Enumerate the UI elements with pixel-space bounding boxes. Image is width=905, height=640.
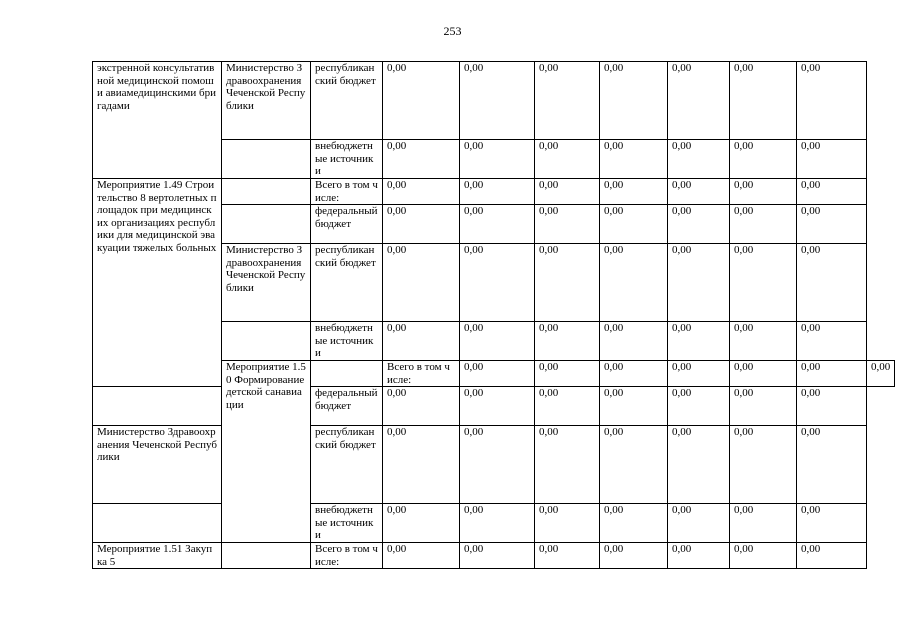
value-cell: 0,00	[460, 205, 535, 244]
value-cell: 0,00	[797, 543, 867, 569]
table-row	[93, 504, 895, 543]
table-row	[93, 543, 895, 569]
value-cell: 0,00	[383, 426, 460, 504]
value-cell: 0,00	[668, 140, 730, 179]
value-cell: 0,00	[460, 140, 535, 179]
value-cell: 0,00	[797, 140, 867, 179]
funding-source-cell: федеральный бюджет	[311, 205, 383, 244]
value-cell: 0,00	[535, 140, 600, 179]
value-cell: 0,00	[383, 244, 460, 322]
value-cell: 0,00	[535, 361, 600, 387]
value-cell: 0,00	[668, 322, 730, 361]
value-cell: 0,00	[730, 504, 797, 543]
funding-source-cell: республиканский бюджет	[311, 62, 383, 140]
funding-source-cell: республиканский бюджет	[311, 426, 383, 504]
value-cell: 0,00	[730, 361, 797, 387]
executor-cell	[222, 543, 311, 569]
funding-source-cell: внебюджетные источники	[311, 140, 383, 179]
value-cell: 0,00	[460, 244, 535, 322]
value-cell: 0,00	[668, 244, 730, 322]
value-cell: 0,00	[383, 504, 460, 543]
executor-cell	[311, 361, 383, 387]
table-row	[93, 387, 895, 426]
executor-cell: Министерство Здравоохранения Чеченской Республики	[93, 426, 222, 504]
value-cell: 0,00	[535, 205, 600, 244]
value-cell: 0,00	[535, 244, 600, 322]
value-cell: 0,00	[535, 322, 600, 361]
value-cell: 0,00	[535, 62, 600, 140]
funding-source-cell: Всего в том числе:	[383, 361, 460, 387]
value-cell: 0,00	[668, 62, 730, 140]
value-cell: 0,00	[668, 205, 730, 244]
measure-cell: Мероприятие 1.50 Формирование детской санавиации	[222, 361, 311, 543]
table-row	[93, 62, 895, 140]
executor-cell	[93, 387, 222, 426]
value-cell: 0,00	[383, 179, 460, 205]
value-cell: 0,00	[797, 205, 867, 244]
budget-table	[92, 61, 895, 569]
value-cell: 0,00	[600, 179, 668, 205]
value-cell: 0,00	[668, 426, 730, 504]
value-cell: 0,00	[535, 387, 600, 426]
value-cell: 0,00	[668, 179, 730, 205]
value-cell: 0,00	[730, 543, 797, 569]
funding-source-cell: Всего в том числе:	[311, 179, 383, 205]
value-cell: 0,00	[668, 543, 730, 569]
value-cell: 0,00	[460, 62, 535, 140]
value-cell: 0,00	[600, 244, 668, 322]
table-row	[93, 426, 895, 504]
value-cell: 0,00	[600, 205, 668, 244]
value-cell: 0,00	[797, 361, 867, 387]
value-cell: 0,00	[668, 361, 730, 387]
value-cell: 0,00	[460, 426, 535, 504]
value-cell: 0,00	[730, 205, 797, 244]
value-cell: 0,00	[600, 361, 668, 387]
value-cell: 0,00	[460, 179, 535, 205]
funding-source-cell: республиканский бюджет	[311, 244, 383, 322]
executor-cell: Министерство Здравоохранения Чеченской Республики	[222, 244, 311, 322]
value-cell: 0,00	[383, 387, 460, 426]
value-cell: 0,00	[383, 140, 460, 179]
executor-cell	[93, 504, 222, 543]
value-cell: 0,00	[383, 322, 460, 361]
value-cell: 0,00	[797, 387, 867, 426]
value-cell: 0,00	[730, 387, 797, 426]
value-cell: 0,00	[460, 361, 535, 387]
executor-cell	[222, 140, 311, 179]
table-row	[93, 179, 895, 205]
value-cell: 0,00	[730, 140, 797, 179]
executor-cell	[222, 205, 311, 244]
measure-cell: экстренной консультативной медицинской помоши авиамедицинскими бригадами	[93, 62, 222, 179]
value-cell: 0,00	[600, 322, 668, 361]
funding-source-cell: Всего в том числе:	[311, 543, 383, 569]
value-cell: 0,00	[460, 504, 535, 543]
value-cell: 0,00	[730, 426, 797, 504]
value-cell: 0,00	[797, 62, 867, 140]
measure-cell: Мероприятие 1.51 Закупка 5	[93, 543, 222, 569]
value-cell: 0,00	[730, 62, 797, 140]
value-cell: 0,00	[668, 504, 730, 543]
value-cell: 0,00	[730, 322, 797, 361]
value-cell: 0,00	[600, 140, 668, 179]
executor-cell	[222, 179, 311, 205]
value-cell: 0,00	[535, 504, 600, 543]
executor-cell: Министерство Здравоохранения Чеченской Республики	[222, 62, 311, 140]
value-cell: 0,00	[668, 387, 730, 426]
value-cell: 0,00	[600, 504, 668, 543]
value-cell: 0,00	[600, 62, 668, 140]
value-cell: 0,00	[460, 543, 535, 569]
value-cell: 0,00	[383, 62, 460, 140]
value-cell: 0,00	[383, 543, 460, 569]
funding-source-cell: внебюджетные источники	[311, 504, 383, 543]
value-cell: 0,00	[600, 426, 668, 504]
funding-source-cell: внебюджетные источники	[311, 322, 383, 361]
value-cell: 0,00	[797, 244, 867, 322]
page-number: 253	[443, 24, 462, 38]
value-cell: 0,00	[460, 322, 535, 361]
value-cell: 0,00	[797, 426, 867, 504]
executor-cell	[222, 322, 311, 361]
value-cell: 0,00	[535, 426, 600, 504]
value-cell: 0,00	[383, 205, 460, 244]
value-cell: 0,00	[867, 361, 895, 387]
funding-source-cell: федеральный бюджет	[311, 387, 383, 426]
value-cell: 0,00	[600, 543, 668, 569]
value-cell: 0,00	[797, 504, 867, 543]
value-cell: 0,00	[730, 179, 797, 205]
measure-cell: Мероприятие 1.49 Строительство 8 вертолетных площадок при медицинских организациях республики для медицинской эвакуации тяжелых больных	[93, 179, 222, 387]
value-cell: 0,00	[600, 387, 668, 426]
value-cell: 0,00	[535, 543, 600, 569]
value-cell: 0,00	[730, 244, 797, 322]
value-cell: 0,00	[797, 179, 867, 205]
value-cell: 0,00	[460, 387, 535, 426]
value-cell: 0,00	[535, 179, 600, 205]
value-cell: 0,00	[797, 322, 867, 361]
